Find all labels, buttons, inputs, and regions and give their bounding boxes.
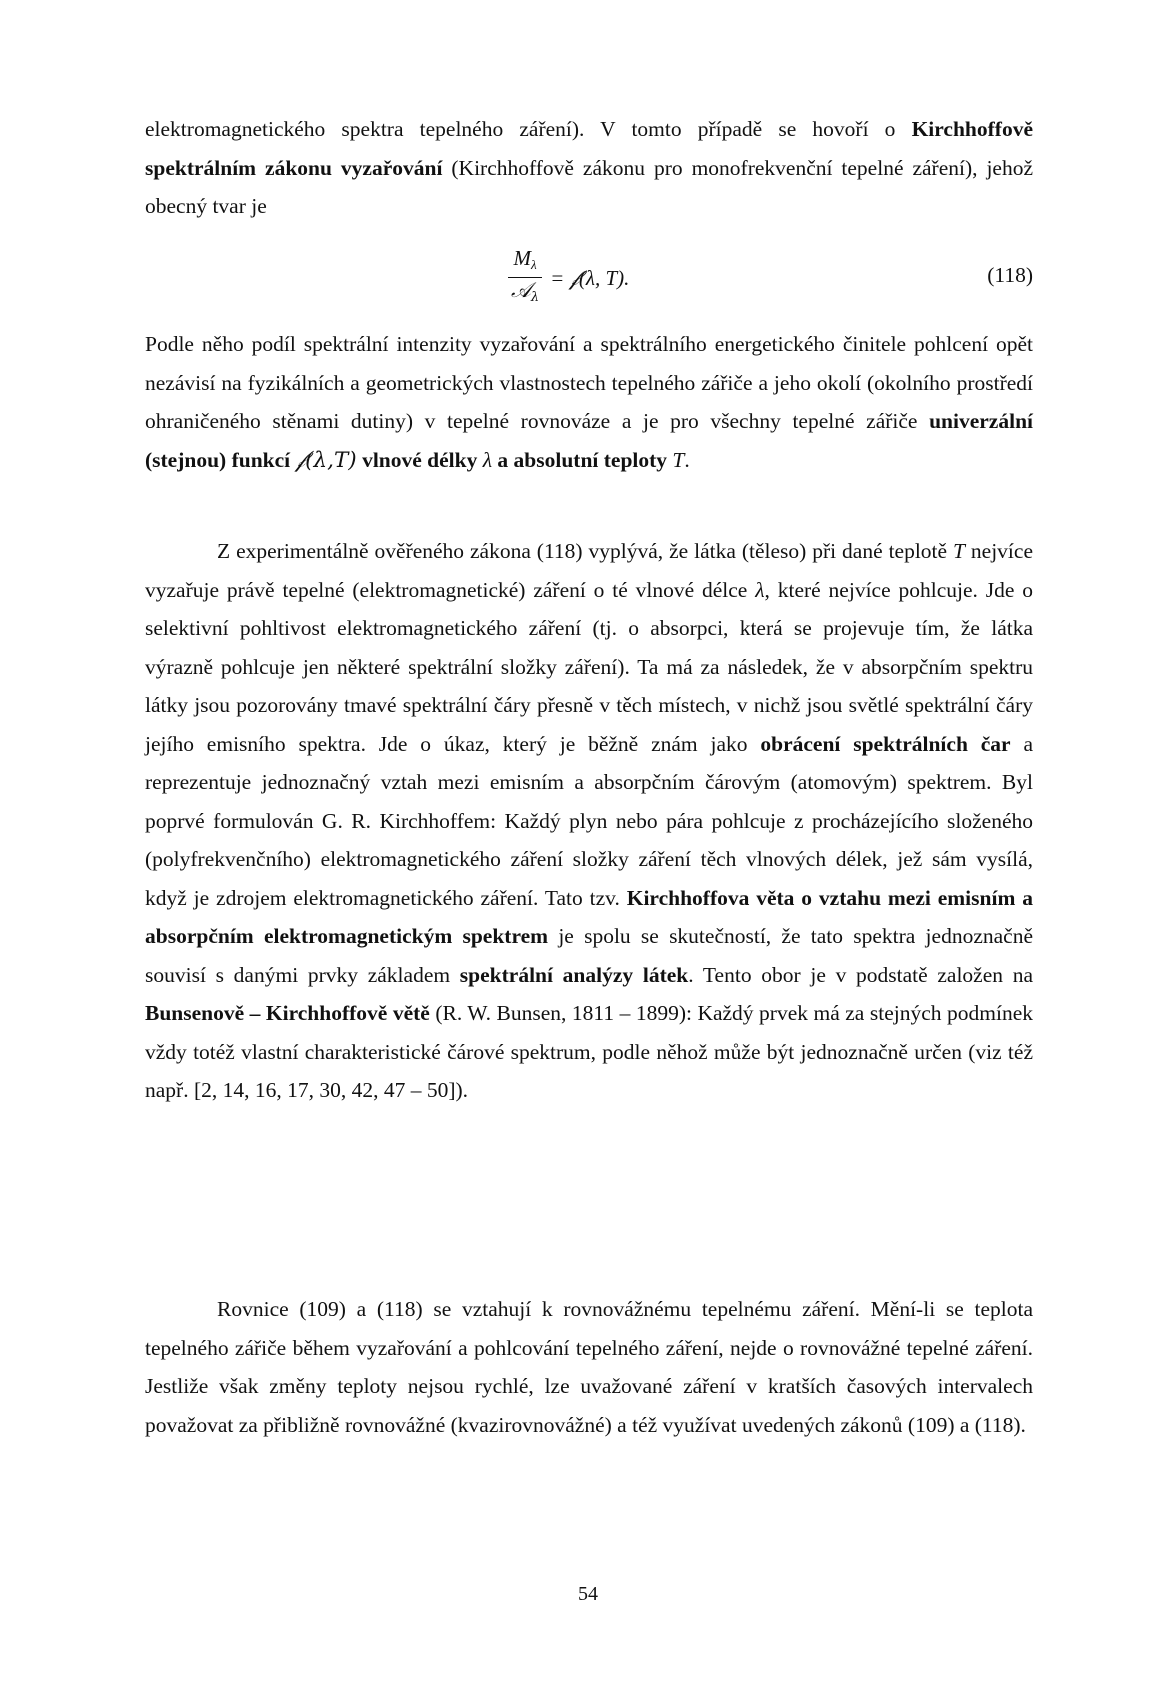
page-number: 54 bbox=[578, 1583, 598, 1605]
paragraph-1: elektromagnetického spektra tepelného záření). V tomto případě se hovoří o Kirchhoffově spektrálním zákonu vyzařování (Kirchhoffově zákonu pro monofrekvenční tepelné záření), jehož obecný tvar je bbox=[145, 117, 1034, 218]
term-spectral-analysis: spektrální analýzy látek bbox=[459, 962, 689, 987]
equation-denominator: 𝒜$_\lambda$ bbox=[511, 278, 540, 305]
paragraph-block-4 bbox=[145, 1290, 1033, 1444]
paragraph-block-3 bbox=[145, 532, 1033, 1110]
term-reversal-spectral-lines: obrácení spektrálních čar bbox=[760, 731, 1011, 756]
equation-numerator: $M_\lambda$ bbox=[513, 246, 537, 272]
equation-rhs: = 𝒻(λ, T). bbox=[550, 265, 630, 290]
equation-number: (118) bbox=[987, 263, 1033, 287]
term-bunsen-kirchhoff: Bunsenově – Kirchhoffově větě bbox=[145, 1001, 430, 1025]
term-kirchhoff-spectral-law: Kirchhoffově spektrálním zákonu vyzařování bbox=[145, 117, 1033, 180]
paragraph-3: Z experimentálně ověřeného zákona (118) vyplývá, že látka (těleso) při dané teplotě T nejvíce vyzařuje právě tepelné (elektromagnetické) záření o té vlnové délce λ, které nejvíce pohlcuje. Jde o selektivní pohltivost elektromagnetického záření (tj. o absorpci, která se projevuje tím, že látka výrazně pohlcuje jen některé spektrální složky záření). Ta má za následek, že v absorpčním spektru látky jsou pozorovány tmavé spektrální čáry přesně v těch místech, v nichž jsou světlé spektrální čáry jejího emisního spektra. Jde o úkaz, který je běžně znám jako obrácení spektrálních čar a reprezentuje jednoznačný vztah mezi emisním a absorpčním čárovým (atomovým) spektrem. Byl poprvé formulován G. R. Kirchhoffem: Každý plyn nebo pára pohlcuje z procházejícího složeného (polyfrekvenčního) elektromagnetického záření složky záření těch vlnových délek, jež sám vysílá, když je zdrojem elektromagnetického záření. Tato tzv. Kirchhoffova věta o vztahu mezi emisním a absorpčním elektromagnetickým spektrem je spolu se skutečností, že tato spektra jednoznačně souvisí s danými prvky základem spektrální analýzy látek. Tento obor je v podstatě založen na Bunsenově – Kirchhoffově větě (R. W. Bunsen, 1811 – 1899): Každý prvek má za stejných podmínek vždy totéž vlastní charakteristické čárové spektrum, podle něhož může být jednoznačně určen (viz též např. [2, 14, 16, 17, 30, 42, 47 – 50]). bbox=[145, 539, 1033, 1102]
term-kirchhoff-theorem: Kirchhoffova věta o vztahu mezi emisním a absorpčním elektromagnetickým spektrem bbox=[145, 885, 1033, 948]
paragraph-block-2 bbox=[145, 325, 1033, 480]
function-symbol: 𝒻(λ,T) bbox=[295, 447, 357, 473]
equation-fraction bbox=[508, 246, 542, 310]
paragraph-continuation bbox=[145, 110, 1033, 226]
paragraph-4: Rovnice (109) a (118) se vztahují k rovnovážnému tepelnému záření. Mění-li se teplota tepelného zářiče během vyzařování a pohlcování tepelného záření, nejde o rovnovážné tepelné záření. Jestliže však změny teploty nejsou rychlé, lze uvažované záření v kratších časových intervalech považovat za přibližně rovnovážné (kvazirovnovážné) a též využívat uvedených zákonů (109) a (118). bbox=[145, 1297, 1033, 1437]
paragraph-2: Podle něho podíl spektrální intenzity vyzařování a spektrálního energetického činitele pohlcení opět nezávisí na fyzikálních a geometrických vlastnostech tepelného zářiče a jeho okolí (okolního prostředí ohraničeného stěnami dutiny) v tepelné rovnováze a je pro všechny tepelné zářiče univerzální (stejnou) funkcí 𝒻(λ,T) vlnové délky λ a absolutní teploty T. bbox=[145, 332, 1033, 473]
equation-118 bbox=[508, 246, 629, 310]
